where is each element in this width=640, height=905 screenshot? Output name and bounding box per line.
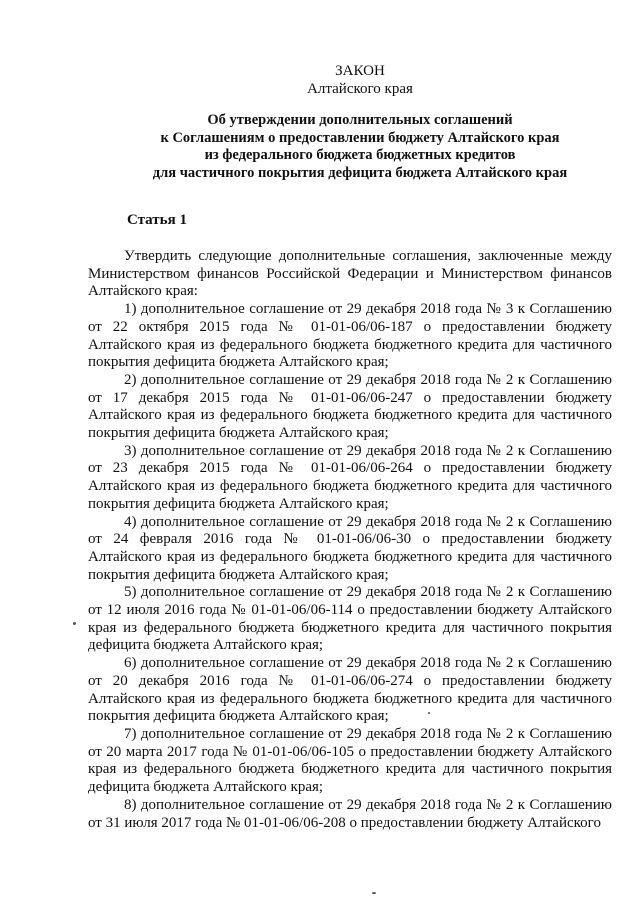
agreement-item: 7) дополнительное соглашение от 29 декабря 2018 года № 2 к Соглашению от 20 марта 2017 года № 01-01-06/06-105 о предоставлении бюджету Алтайского края из федерального бюджета бюджетного кредита для частичного покрытия дефицита бюджета Алтайского края; <box>88 725 612 796</box>
agreement-item: 1) дополнительное соглашение от 29 декабря 2018 года № 3 к Соглашению от 22 октября 2015 года № 01-01-06/06-187 о предоставлении бюджету Алтайского края из федерального бюджета бюджетного кредита для частичного покрытия дефицита бюджета Алтайского края; <box>88 301 612 371</box>
article-intro: Утвердить следующие дополнительные соглашения, заключенные между Министерством финансов Российской Федерации и Министерством финансов Алтайского края: <box>88 248 612 300</box>
agreement-item: 8) дополнительное соглашение от 29 декабря 2018 года № 2 к Соглашению от 31 июля 2017 года № 01-01-06/06-208 о предоставлении бюджету Алтайского <box>88 796 612 831</box>
law-title-line: Об утверждении дополнительных соглашений <box>207 112 513 128</box>
scan-speck <box>428 712 430 714</box>
scan-speck <box>73 622 76 625</box>
law-title-line: к Соглашениям о предоставлении бюджету Алтайского края <box>160 129 560 146</box>
agreement-item: 6) дополнительное соглашение от 29 декабря 2018 года № 2 к Соглашению от 20 декабря 2016 года № 01-01-06/06-274 о предоставлении бюджету Алтайского края из федерального бюджета бюджетного кредита для частичного покрытия дефицита бюджета Алтайского края; <box>88 655 612 725</box>
law-word: ЗАКОН <box>335 63 385 79</box>
law-title-line: для частичного покрытия дефицита бюджета Алтайского края <box>152 164 568 181</box>
article-heading: Статья 1 <box>127 212 187 228</box>
agreement-item: 4) дополнительное соглашение от 29 декабря 2018 года № 2 к Соглашению от 24 февраля 2016 года № 01-01-06/06-30 о предоставлении бюджету Алтайского края из федерального бюджета бюджетного кредита для частичного покрытия дефицита бюджета Алтайского края; <box>88 513 612 583</box>
law-title <box>80 112 640 182</box>
agreement-item: 3) дополнительное соглашение от 29 декабря 2018 года № 2 к Соглашению от 23 декабря 2015 года № 01-01-06/06-264 о предоставлении бюджету Алтайского края из федерального бюджета бюджетного кредита для частичного покрытия дефицита бюджета Алтайского края; <box>88 442 612 512</box>
document-header <box>0 62 640 98</box>
scan-speck <box>372 892 376 894</box>
agreement-item: 5) дополнительное соглашение от 29 декабря 2018 года № 2 к Соглашению от 12 июля 2016 года № 01-01-06/06-114 о предоставлении бюджету Алтайского края из федерального бюджета бюджетного кредита для частичного покрытия дефицита бюджета Алтайского края; <box>88 584 612 654</box>
article-body <box>88 248 612 832</box>
region-name: Алтайского края <box>307 81 413 97</box>
law-title-line: из федерального бюджета бюджетных кредитов <box>204 147 516 163</box>
agreement-item: 2) дополнительное соглашение от 29 декабря 2018 года № 2 к Соглашению от 17 декабря 2015 года № 01-01-06/06-247 о предоставлении бюджету Алтайского края из федерального бюджета бюджетного кредита для частичного покрытия дефицита бюджета Алтайского края; <box>88 371 612 442</box>
